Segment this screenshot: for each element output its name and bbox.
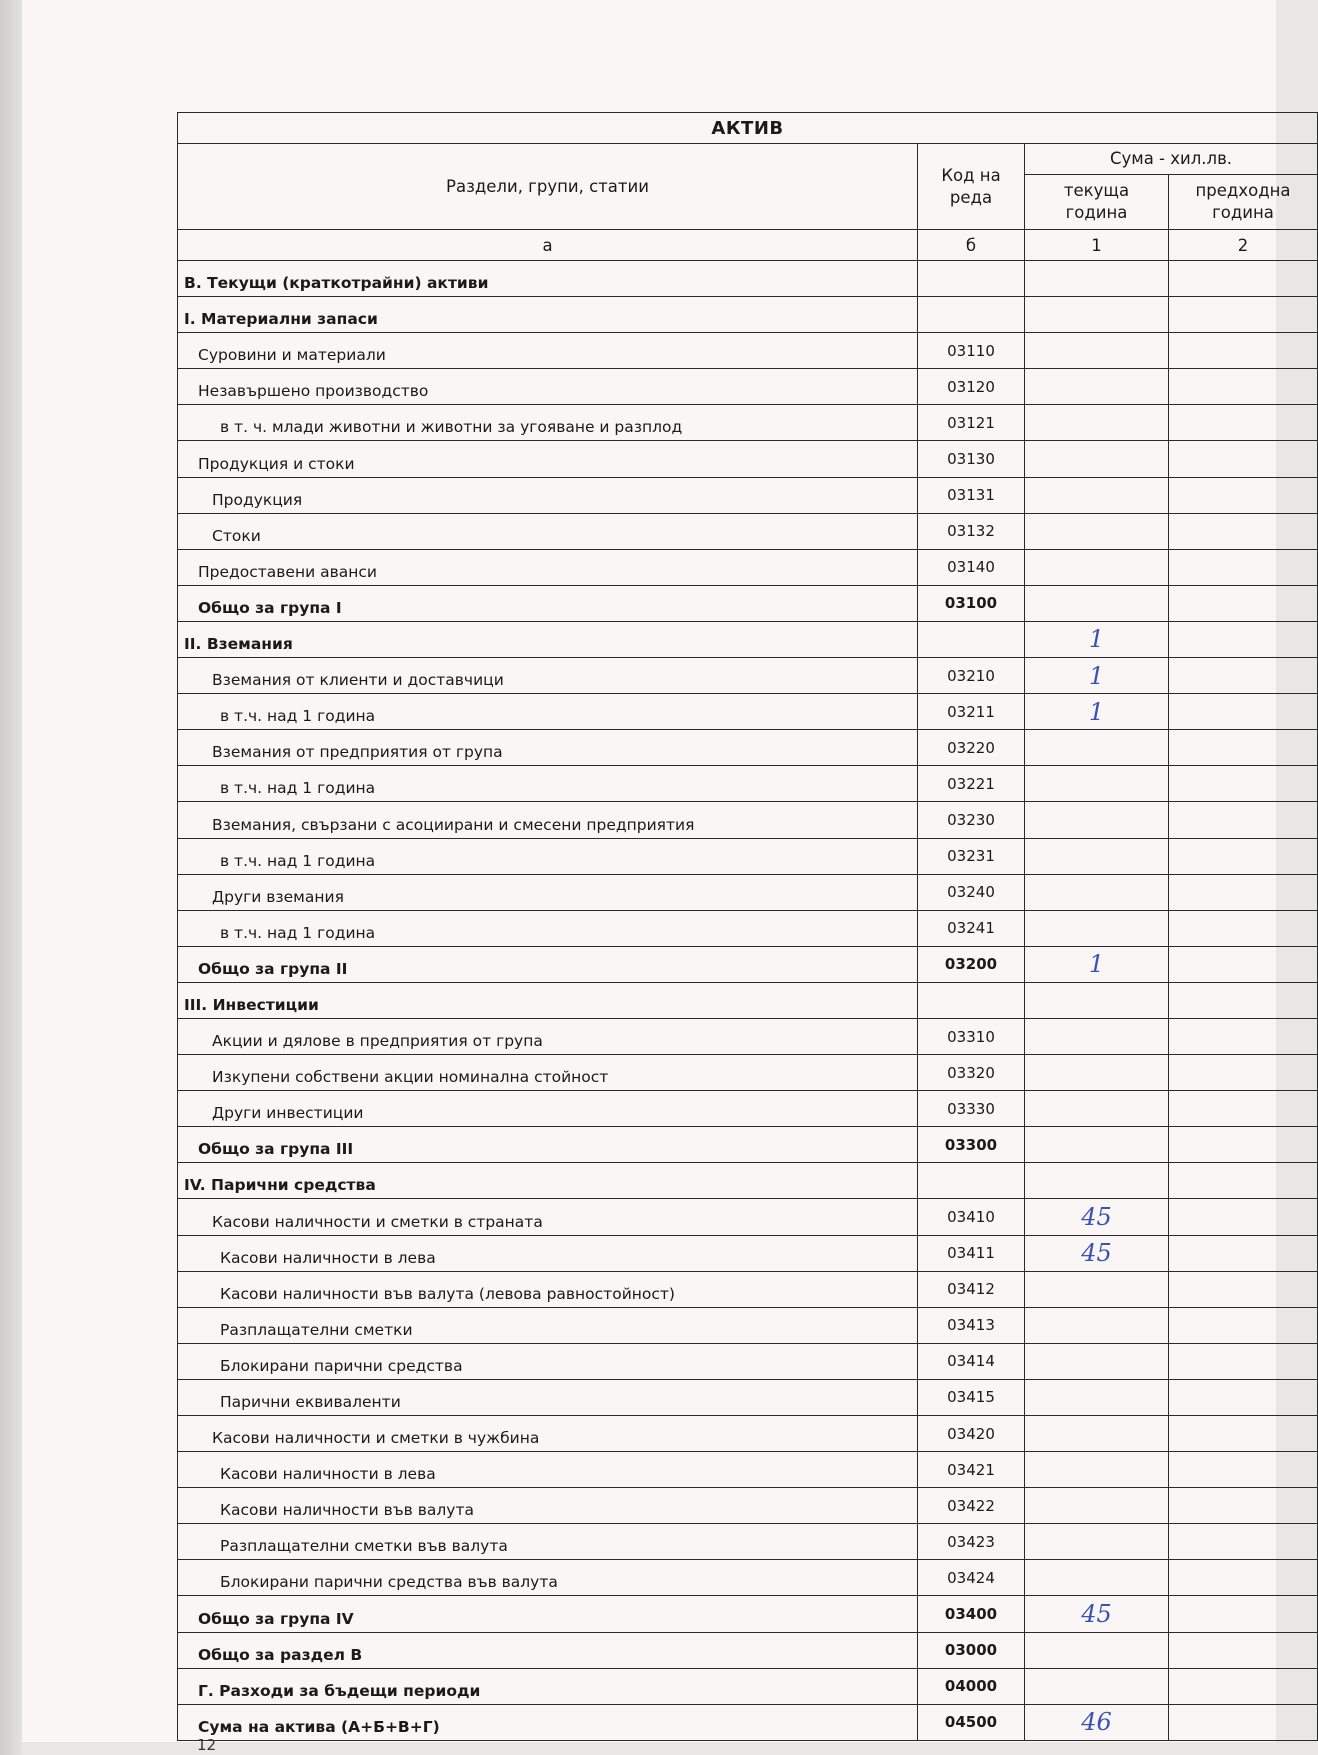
row-previous-year-value (1169, 1488, 1318, 1524)
row-previous-year-value (1169, 1416, 1318, 1452)
table-row (178, 1127, 1318, 1163)
row-label: Касови наличности във валута (левова равностойност) (178, 1271, 918, 1307)
row-label: Изкупени собствени акции номинална стойност (178, 1055, 918, 1091)
table-row (178, 549, 1318, 585)
row-current-year-value (1025, 1632, 1169, 1668)
table-row (178, 441, 1318, 477)
row-previous-year-value (1169, 1704, 1318, 1740)
row-label: в т. ч. млади животни и животни за угояване и разплод (178, 405, 918, 441)
row-previous-year-value (1169, 513, 1318, 549)
row-current-year-value (1025, 1127, 1169, 1163)
row-code: 03240 (918, 874, 1025, 910)
table-row (178, 405, 1318, 441)
index-previous: 2 (1169, 230, 1318, 261)
row-code: 03100 (918, 585, 1025, 621)
row-current-year-value (1025, 441, 1169, 477)
row-code: 03132 (918, 513, 1025, 549)
row-code: 03422 (918, 1488, 1025, 1524)
index-label: а (178, 230, 918, 261)
row-previous-year-value (1169, 585, 1318, 621)
row-current-year-value (1025, 1163, 1169, 1199)
row-previous-year-value (1169, 658, 1318, 694)
row-previous-year-value (1169, 1018, 1318, 1054)
row-current-year-value (1025, 369, 1169, 405)
table-row (178, 1632, 1318, 1668)
table-row (178, 1416, 1318, 1452)
table-row (178, 1524, 1318, 1560)
table-row (178, 369, 1318, 405)
row-code: 03423 (918, 1524, 1025, 1560)
table-row (178, 694, 1318, 730)
row-label: Общо за група IV (178, 1596, 918, 1632)
row-previous-year-value (1169, 1632, 1318, 1668)
row-label: Продукция (178, 477, 918, 513)
row-current-year-value (1025, 910, 1169, 946)
row-code: 03424 (918, 1560, 1025, 1596)
row-code: 03140 (918, 549, 1025, 585)
row-label: Стоки (178, 513, 918, 549)
row-label: Парични еквиваленти (178, 1379, 918, 1415)
table-row (178, 513, 1318, 549)
table-row (178, 802, 1318, 838)
row-previous-year-value (1169, 1091, 1318, 1127)
row-previous-year-value (1169, 1271, 1318, 1307)
row-label: в т.ч. над 1 година (178, 838, 918, 874)
row-current-year-value (1025, 405, 1169, 441)
row-current-year-value (1025, 730, 1169, 766)
table-row (178, 838, 1318, 874)
row-previous-year-value (1169, 477, 1318, 513)
table-row (178, 1560, 1318, 1596)
table-row (178, 1091, 1318, 1127)
row-label: Незавършено производство (178, 369, 918, 405)
row-current-year-value (1025, 1343, 1169, 1379)
row-current-year-value: 45 (1025, 1235, 1169, 1271)
row-code: 03221 (918, 766, 1025, 802)
row-current-year-value (1025, 297, 1169, 333)
row-label: Други инвестиции (178, 1091, 918, 1127)
row-code: 03231 (918, 838, 1025, 874)
row-previous-year-value (1169, 621, 1318, 657)
row-current-year-value (1025, 1416, 1169, 1452)
row-label: Касови наличности във валута (178, 1488, 918, 1524)
row-current-year-value: 1 (1025, 621, 1169, 657)
row-code: 03000 (918, 1632, 1025, 1668)
row-current-year-value (1025, 477, 1169, 513)
table-row (178, 1452, 1318, 1488)
row-label: Разплащателни сметки (178, 1307, 918, 1343)
row-current-year-value (1025, 1379, 1169, 1415)
table-row (178, 1235, 1318, 1271)
row-code: 03415 (918, 1379, 1025, 1415)
row-current-year-value: 1 (1025, 658, 1169, 694)
row-label: Общо за група III (178, 1127, 918, 1163)
row-previous-year-value (1169, 1379, 1318, 1415)
row-code: 03210 (918, 658, 1025, 694)
table-row (178, 1379, 1318, 1415)
row-label: Вземания, свързани с асоциирани и смесени предприятия (178, 802, 918, 838)
row-code (918, 982, 1025, 1018)
row-label: Продукция и стоки (178, 441, 918, 477)
row-label: Предоставени аванси (178, 549, 918, 585)
row-current-year-value (1025, 261, 1169, 297)
scan-paper-edge (0, 0, 22, 1755)
table-row (178, 621, 1318, 657)
header-label-column: Раздели, групи, статии (178, 144, 918, 230)
row-previous-year-value (1169, 1452, 1318, 1488)
row-code: 03131 (918, 477, 1025, 513)
row-code: 04000 (918, 1668, 1025, 1704)
table-row (178, 1307, 1318, 1343)
row-label: I. Материални запаси (178, 297, 918, 333)
row-label: II. Вземания (178, 621, 918, 657)
row-label: Общо за група I (178, 585, 918, 621)
row-label: в т.ч. над 1 година (178, 910, 918, 946)
page-number: 12 (197, 1736, 217, 1754)
row-previous-year-value (1169, 802, 1318, 838)
table-row (178, 261, 1318, 297)
row-label: Суровини и материали (178, 333, 918, 369)
row-current-year-value: 45 (1025, 1199, 1169, 1235)
row-current-year-value (1025, 802, 1169, 838)
row-current-year-value (1025, 1560, 1169, 1596)
row-previous-year-value (1169, 1343, 1318, 1379)
row-code: 03200 (918, 946, 1025, 982)
row-code: 03121 (918, 405, 1025, 441)
row-code: 03120 (918, 369, 1025, 405)
table-row (178, 1271, 1318, 1307)
row-previous-year-value (1169, 1199, 1318, 1235)
row-current-year-value (1025, 1452, 1169, 1488)
table-row (178, 1018, 1318, 1054)
index-code: б (918, 230, 1025, 261)
row-current-year-value (1025, 982, 1169, 1018)
row-code: 03400 (918, 1596, 1025, 1632)
table-row (178, 1596, 1318, 1632)
header-code-column: Код на реда (918, 144, 1025, 230)
table-row (178, 730, 1318, 766)
header-current-year: текуща година (1025, 175, 1169, 230)
row-current-year-value (1025, 1668, 1169, 1704)
row-label: в т.ч. над 1 година (178, 766, 918, 802)
row-current-year-value (1025, 1055, 1169, 1091)
row-label: III. Инвестиции (178, 982, 918, 1018)
table-row (178, 910, 1318, 946)
row-current-year-value (1025, 874, 1169, 910)
table-row (178, 1055, 1318, 1091)
row-previous-year-value (1169, 982, 1318, 1018)
row-previous-year-value (1169, 874, 1318, 910)
row-label: Касови наличности и сметки в чужбина (178, 1416, 918, 1452)
row-previous-year-value (1169, 1235, 1318, 1271)
row-label: Касови наличности и сметки в страната (178, 1199, 918, 1235)
row-previous-year-value (1169, 766, 1318, 802)
row-code (918, 261, 1025, 297)
table-title: АКТИВ (178, 113, 1318, 144)
table-row (178, 1488, 1318, 1524)
index-current: 1 (1025, 230, 1169, 261)
row-label: Общо за група II (178, 946, 918, 982)
row-label: в т.ч. над 1 година (178, 694, 918, 730)
row-code: 03413 (918, 1307, 1025, 1343)
table-row (178, 1343, 1318, 1379)
row-current-year-value (1025, 585, 1169, 621)
row-label: Касови наличности в лева (178, 1235, 918, 1271)
row-code: 03420 (918, 1416, 1025, 1452)
header-previous-year: предходна година (1169, 175, 1318, 230)
row-previous-year-value (1169, 946, 1318, 982)
row-code: 03230 (918, 802, 1025, 838)
row-code: 03211 (918, 694, 1025, 730)
row-code: 03421 (918, 1452, 1025, 1488)
row-code: 03310 (918, 1018, 1025, 1054)
row-label: Други вземания (178, 874, 918, 910)
table-row (178, 766, 1318, 802)
row-current-year-value (1025, 766, 1169, 802)
row-previous-year-value (1169, 441, 1318, 477)
row-current-year-value (1025, 838, 1169, 874)
row-previous-year-value (1169, 1560, 1318, 1596)
row-previous-year-value (1169, 838, 1318, 874)
row-current-year-value: 1 (1025, 694, 1169, 730)
row-label: Вземания от предприятия от група (178, 730, 918, 766)
row-previous-year-value (1169, 1127, 1318, 1163)
row-label: Общо за раздел В (178, 1632, 918, 1668)
row-current-year-value: 46 (1025, 1704, 1169, 1740)
row-previous-year-value (1169, 1524, 1318, 1560)
row-label: Сума на актива (А+Б+В+Г) (178, 1704, 918, 1740)
row-code: 03220 (918, 730, 1025, 766)
row-label: Блокирани парични средства (178, 1343, 918, 1379)
table-row (178, 946, 1318, 982)
row-current-year-value (1025, 1307, 1169, 1343)
row-code (918, 1163, 1025, 1199)
row-previous-year-value (1169, 1163, 1318, 1199)
table-row (178, 658, 1318, 694)
row-current-year-value (1025, 1271, 1169, 1307)
table-row (178, 1668, 1318, 1704)
table-row (178, 1199, 1318, 1235)
header-amount-group: Сума - хил.лв. (1025, 144, 1318, 175)
row-label: Разплащателни сметки във валута (178, 1524, 918, 1560)
row-label: Блокирани парични средства във валута (178, 1560, 918, 1596)
row-previous-year-value (1169, 1307, 1318, 1343)
row-previous-year-value (1169, 333, 1318, 369)
row-previous-year-value (1169, 1055, 1318, 1091)
row-code (918, 621, 1025, 657)
row-code: 04500 (918, 1704, 1025, 1740)
row-previous-year-value (1169, 694, 1318, 730)
table-row (178, 477, 1318, 513)
row-code: 03300 (918, 1127, 1025, 1163)
row-previous-year-value (1169, 1596, 1318, 1632)
row-code: 03411 (918, 1235, 1025, 1271)
row-label: IV. Парични средства (178, 1163, 918, 1199)
table-row (178, 982, 1318, 1018)
row-label: В. Текущи (краткотрайни) активи (178, 261, 918, 297)
table-row (178, 874, 1318, 910)
row-code: 03130 (918, 441, 1025, 477)
row-current-year-value (1025, 1488, 1169, 1524)
row-current-year-value (1025, 513, 1169, 549)
row-previous-year-value (1169, 730, 1318, 766)
row-previous-year-value (1169, 910, 1318, 946)
row-current-year-value (1025, 1524, 1169, 1560)
balance-sheet-assets-table-container (177, 112, 1291, 1737)
row-previous-year-value (1169, 297, 1318, 333)
row-code: 03414 (918, 1343, 1025, 1379)
row-current-year-value (1025, 1091, 1169, 1127)
row-code: 03410 (918, 1199, 1025, 1235)
row-previous-year-value (1169, 549, 1318, 585)
row-code: 03241 (918, 910, 1025, 946)
row-previous-year-value (1169, 369, 1318, 405)
row-current-year-value (1025, 333, 1169, 369)
row-previous-year-value (1169, 405, 1318, 441)
row-label: Касови наличности в лева (178, 1452, 918, 1488)
row-label: Вземания от клиенти и доставчици (178, 658, 918, 694)
row-code (918, 297, 1025, 333)
row-code: 03320 (918, 1055, 1025, 1091)
table-row (178, 297, 1318, 333)
table-row (178, 1704, 1318, 1740)
table-row (178, 1163, 1318, 1199)
row-code: 03412 (918, 1271, 1025, 1307)
row-code: 03110 (918, 333, 1025, 369)
table-row (178, 333, 1318, 369)
row-code: 03330 (918, 1091, 1025, 1127)
table-row (178, 585, 1318, 621)
row-current-year-value (1025, 1018, 1169, 1054)
row-current-year-value (1025, 549, 1169, 585)
balance-sheet-assets-table (177, 112, 1318, 1741)
row-previous-year-value (1169, 261, 1318, 297)
row-previous-year-value (1169, 1668, 1318, 1704)
row-current-year-value: 45 (1025, 1596, 1169, 1632)
row-label: Г. Разходи за бъдещи периоди (178, 1668, 918, 1704)
row-label: Акции и дялове в предприятия от група (178, 1018, 918, 1054)
row-current-year-value: 1 (1025, 946, 1169, 982)
